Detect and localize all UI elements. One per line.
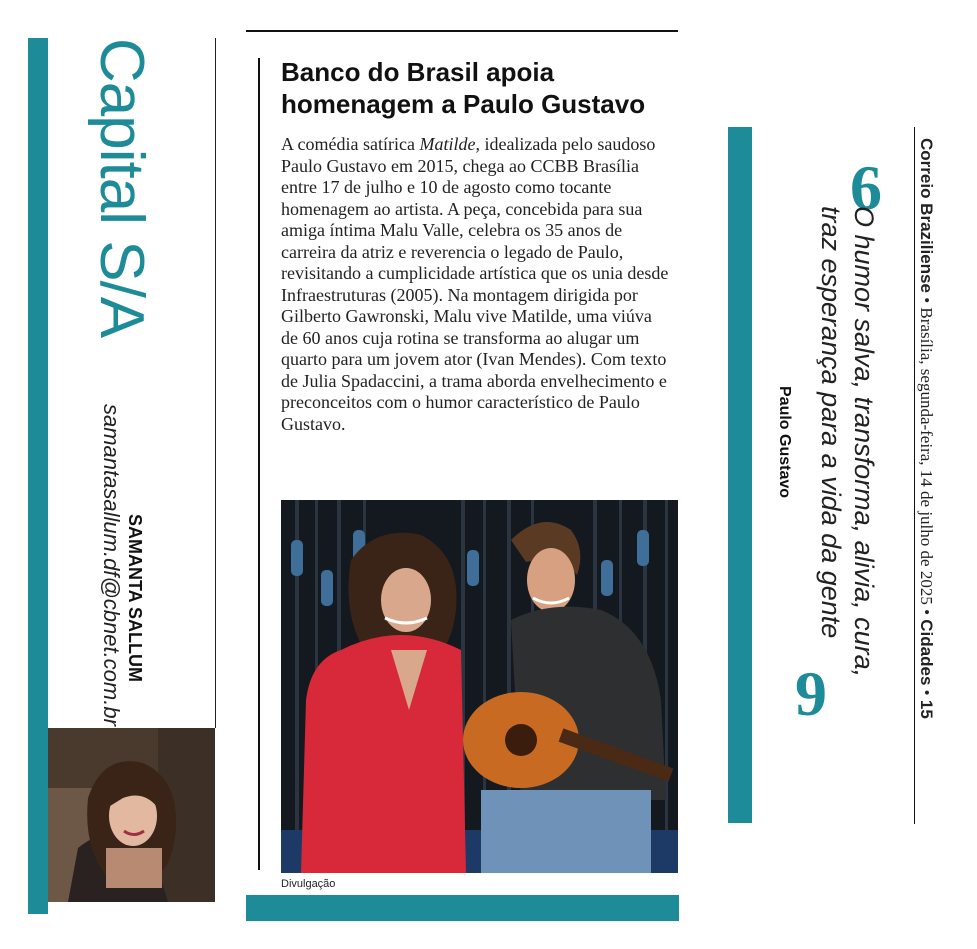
article-photo [281, 500, 678, 873]
quote-close-mark: 9 [795, 658, 827, 729]
page-folio [918, 138, 935, 719]
quote-author: Paulo Gustavo [776, 386, 793, 499]
folio-separator-2: • [917, 604, 936, 620]
quote-line-2: traz esperança para a vida da gente [816, 206, 846, 639]
photo-credit: Divulgação [281, 878, 336, 890]
play-title: Matilde [419, 134, 476, 154]
folio-separator-3: • [917, 685, 936, 700]
columnist-name: SAMANTA SALLUM [125, 514, 145, 682]
body-lead: A comédia satírica [281, 134, 420, 154]
page-number: 15 [917, 699, 936, 719]
quote-line-1: O humor salva, transforma, alivia, cura, [849, 206, 879, 678]
column-divider [215, 38, 216, 728]
article-rule [258, 58, 260, 870]
column-title: Capital S/A [87, 38, 156, 338]
article-body [281, 134, 671, 435]
quote-open-mark: 6 [850, 152, 882, 223]
article-headline: Banco do Brasil apoia homenagem a Paulo Gustavo [281, 57, 646, 119]
newspaper-name: Correio Braziliense [917, 138, 936, 293]
columnist-portrait [48, 728, 215, 902]
top-rule [246, 30, 678, 32]
left-accent-bar [28, 38, 48, 914]
pull-quote [814, 206, 880, 677]
section-name: Cidades [917, 619, 936, 686]
folio-separator-1: • [917, 292, 936, 308]
folio-rule [914, 127, 915, 824]
dateline: Brasília, segunda-feira, 14 de julho de 2025 [917, 307, 936, 605]
body-rest: , idealizada pelo saudoso Paulo Gustavo em 2015, chega ao CCBB Brasília entre 17 de julho e 10 de agosto como tocante homenagem ao artista. A peça, concebida para sua amiga íntima Malu Valle, celebra os 35 anos de carreira da atriz e reverencia o legado de Paulo, revisitando a cumplicidade artística que os unia desde Infraestruturas (2005). Na montagem dirigida por Gilberto Gawronski, Malu vive Matilde, uma viúva de 60 anos cuja rotina se transforma ao alugar um quarto para um jovem ator (Ivan Mendes). Com texto de Julia Spadaccini, a trama aborda envelhecimento e preconceitos com o humor característico de Paulo Gustavo. [281, 134, 669, 434]
columnist-email: samantasallum.df@cbnet.com.br [99, 404, 124, 726]
bottom-accent-bar [246, 895, 679, 921]
right-accent-bar [728, 127, 752, 823]
